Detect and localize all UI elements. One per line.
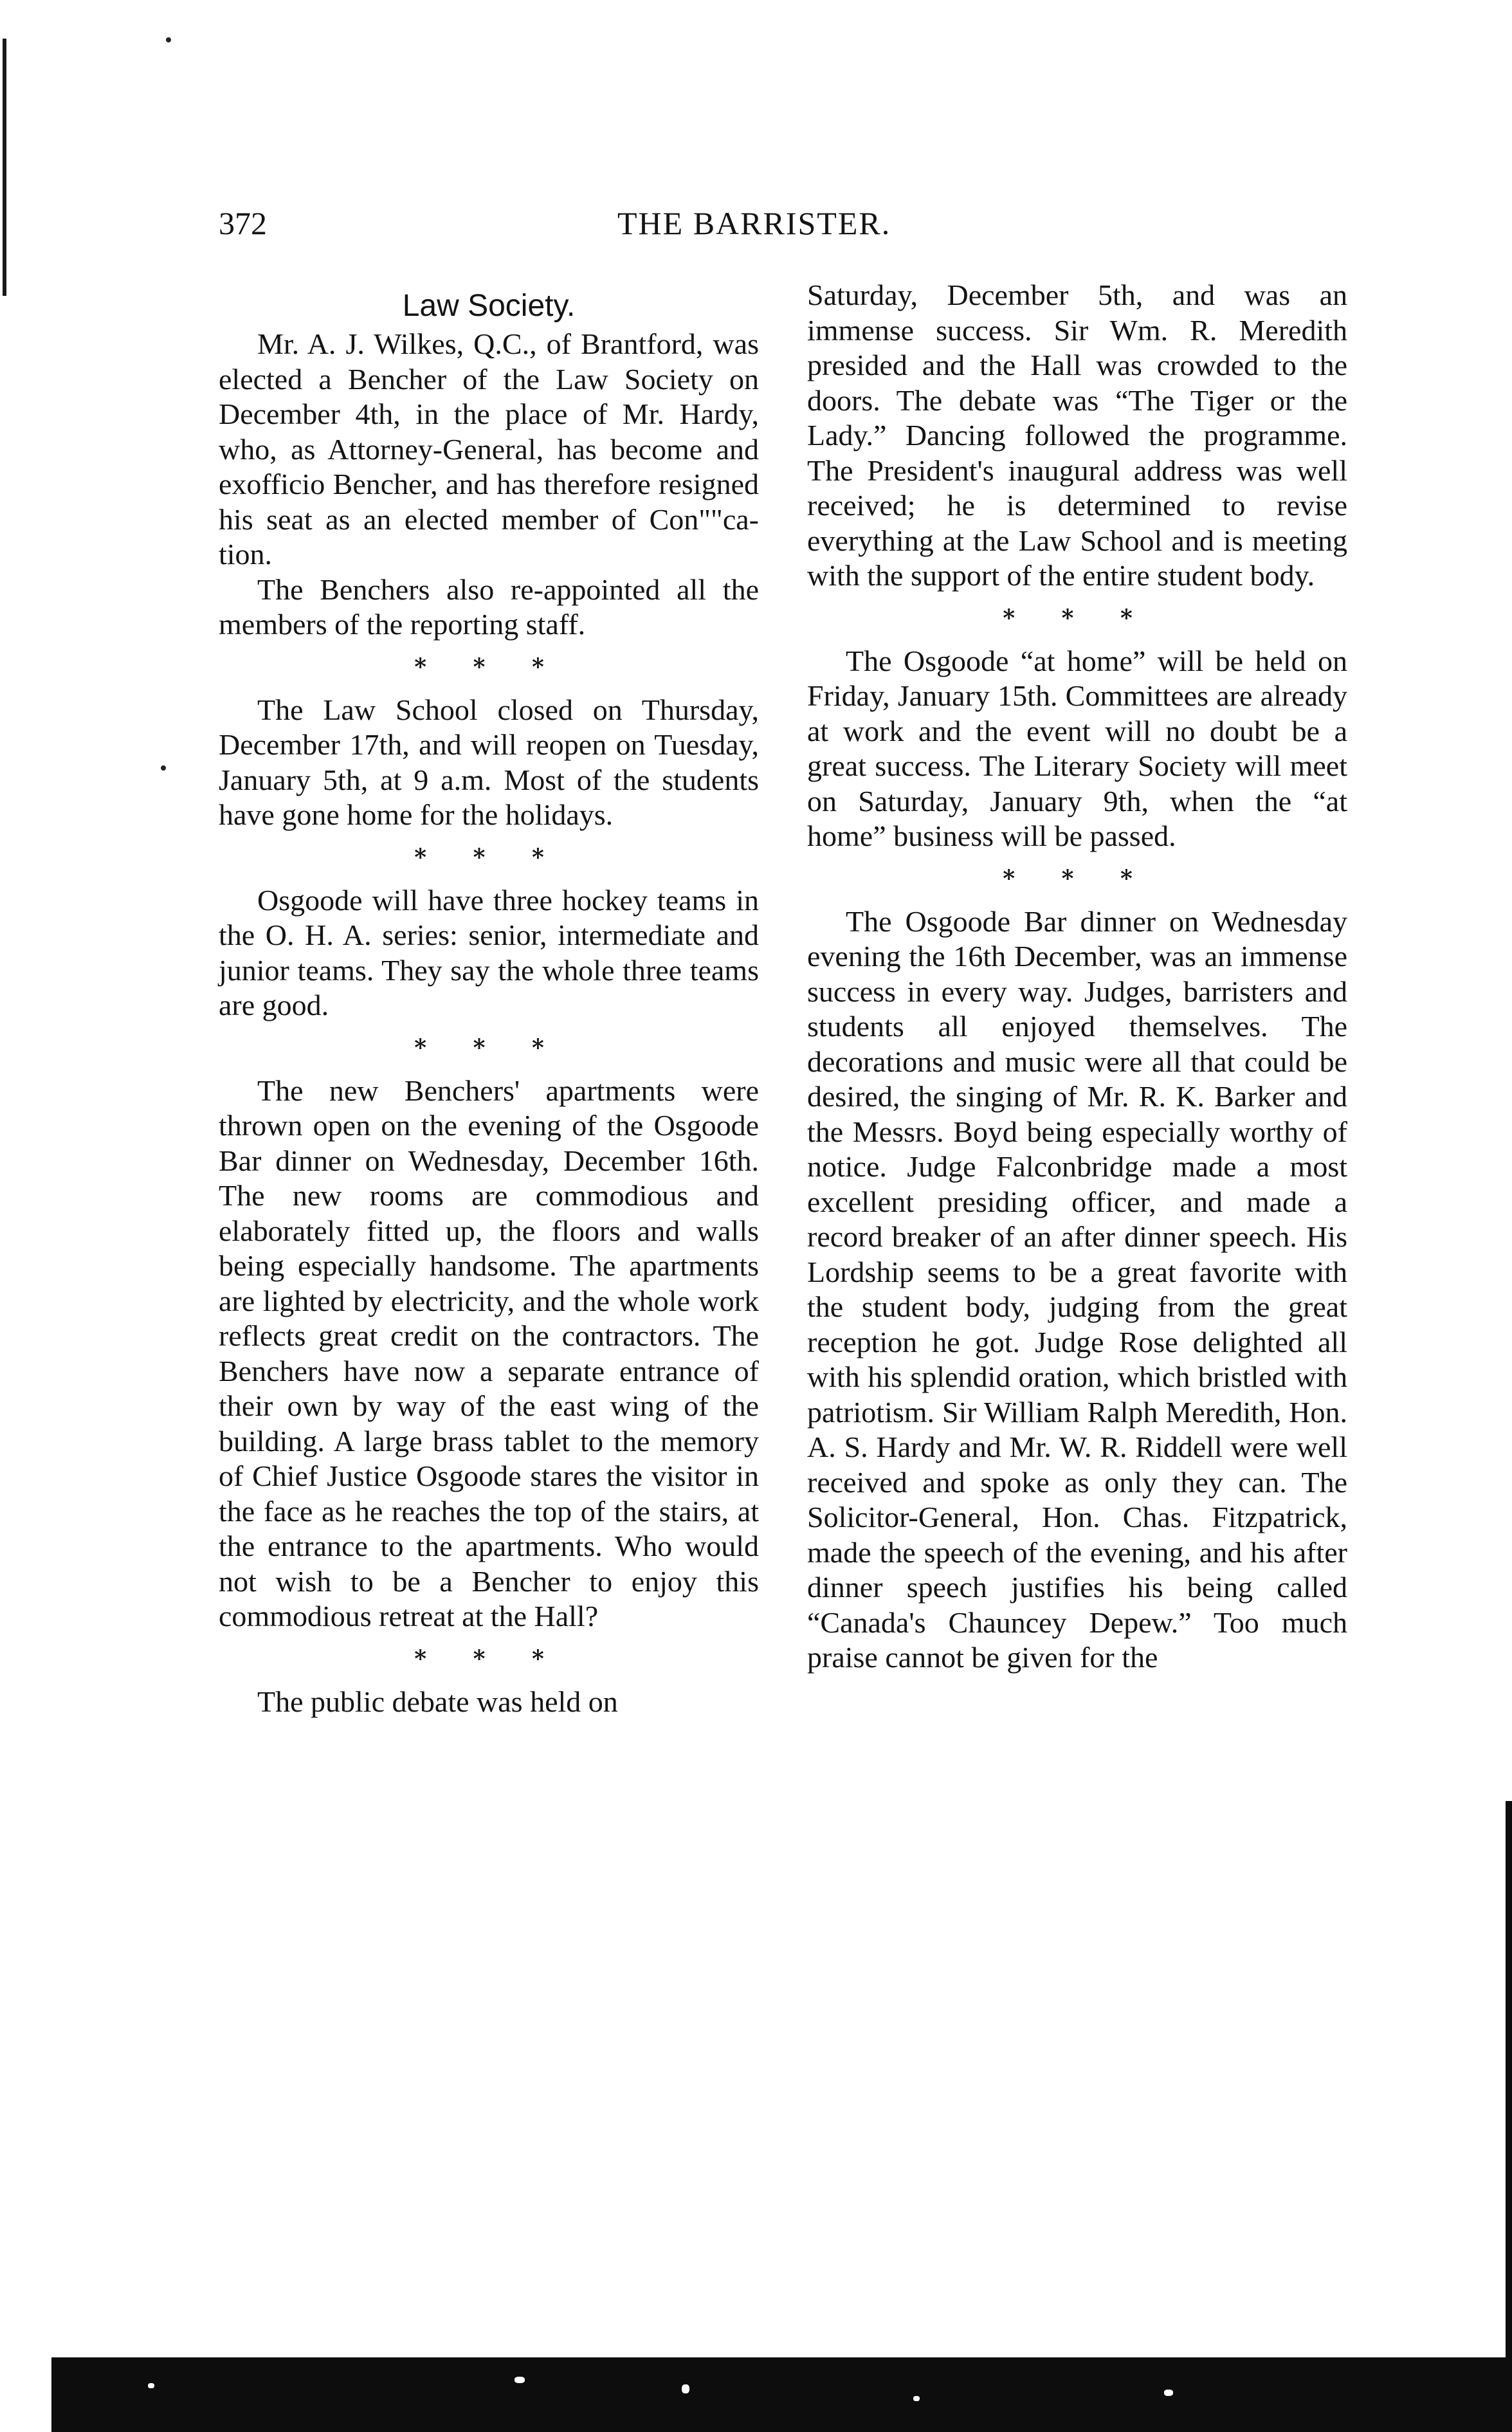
scan-blot [1164,2390,1173,2396]
scan-blot [682,2384,689,2393]
paragraph-bar-dinner: The Osgoode Bar dinner on Wednesday evening the 16th December, was an immense success in every way. Judges, barristers and students all enjoyed themselves. The decorations and music were all that could be desired, the singing of Mr. R. K. Barker and the Messrs. Boyd being especially worthy of notice. Judge Falconbridge made a most excellent presiding officer, and made a record breaker of an after dinner speech. His Lordship seems to be a great favorite with the student body, judging from the great reception he got. Judge Rose delighted all with his splendid oration, which bristled with patriotism. Sir William Ralph Meredith, Hon. A. S. Hardy and Mr. W. R. Riddell were well received and spoke as only they can. The Solicitor-General, Hon. Chas. Fitzpatrick, made the speech of the evening, and his after dinner speech justifies his being called “Canada's Chauncey Depew.” Too much praise cannot be given for the [807,904,1347,1674]
paragraph-wilkes: Mr. A. J. Wilkes, Q.C., of Brantford, was elected a Bencher of the Law Society on December 4th, in the place of Mr. Hardy, who, as Attorney-General, has become and exofficio Bencher, and has therefore resigned his seat as an elected member of Con""ca-tion. [219,327,759,571]
scan-blot [148,2383,154,2388]
page-header [219,205,1357,250]
scan-speck [161,765,166,771]
separator: * * * [1003,604,1152,632]
scan-speck [166,37,171,42]
paragraph-reporting-staff: The Benchers also re-appointed all the members of the reporting staff. [219,572,759,641]
paragraph-hockey: Osgoode will have three hockey teams in the O. H. A. series: senior, intermediate and junior teams. They say the whole three teams are good. [219,883,759,1021]
separator: * * * [414,1645,563,1672]
right-column [807,278,1347,1676]
paragraph-public-debate: The public debate was held on [257,1685,618,1718]
separator: * * * [1003,864,1152,892]
paragraph-benchers-apartments: The new Benchers' apartments were thrown open on the evening of the Osgoode Bar dinner on Wednesday, December 16th. The new rooms are commodious and elaborately fitted up, the floors and walls being especially handsome. The apartments are lighted by electricity, and the whole work reflects great credit on the contractors. The Benchers have now a separate entrance of their own by way of the east wing of the building. A large brass tablet to the memory of Chief Justice Osgoode stares the visitor in the face as he reaches the top of the stairs, at the entrance to the apartments. Who would not wish to be a Bencher to enjoy this commodious retreat at the Hall? [219,1074,759,1632]
page-number: 372 [219,205,267,241]
left-column [219,288,759,1719]
scan-footer-band [51,2357,1512,2432]
scan-edge-left [3,39,6,296]
section-heading: Law Society. [402,289,576,323]
scan-blot [913,2396,920,2401]
scan-blot [515,2377,525,2383]
paragraph-at-home: The Osgoode “at home” will be held on Friday, January 15th. Committees are already at work and the event will no doubt be a great success. The Literary Society will meet on Saturday, January 9th, when the “at home” business will be passed. [807,644,1347,852]
journal-title: THE BARRISTER. [617,205,891,241]
separator: * * * [414,843,563,871]
separator: * * * [414,1034,563,1061]
paragraph-law-school: The Law School closed on Thursday, December 17th, and will reopen on Tuesday, January 5th, at 9 a.m. Most of the students have gone home for the holidays. [219,693,759,831]
paragraph-debate-continued: Saturday, December 5th, and was an immense success. Sir Wm. R. Meredith presided and the Hall was crowded to the doors. The debate was “The Tiger or the Lady.” Dancing followed the programme. The President's inaugural address was well received; he is determined to revise everything at the Law School and is meeting with the support of the entire student body. [807,279,1347,592]
scan-edge-right [1506,1801,1512,2432]
separator: * * * [414,653,563,681]
